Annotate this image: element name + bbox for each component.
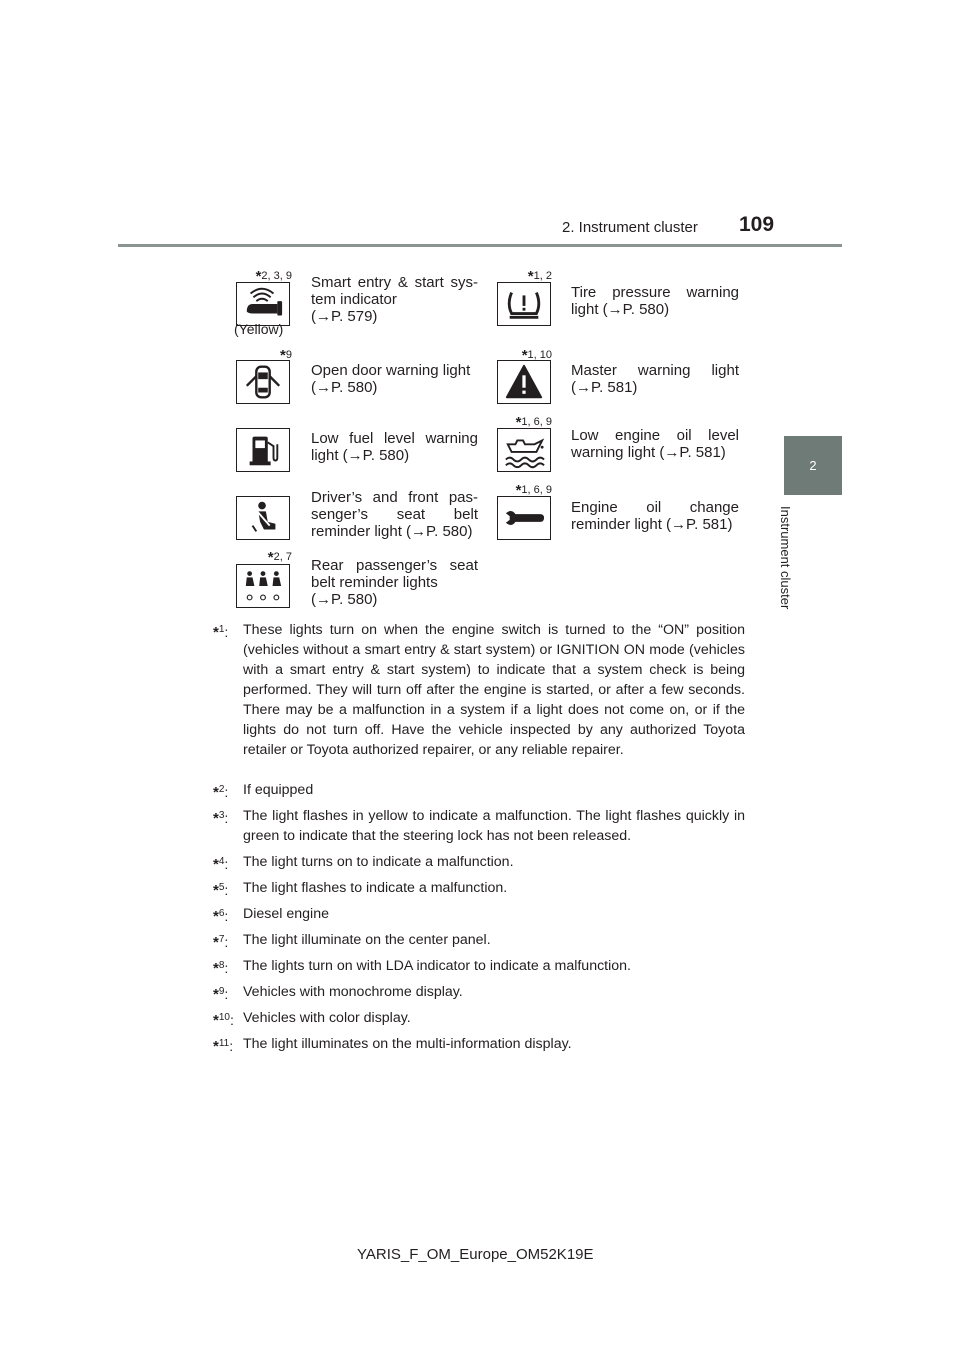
note-numbers: 1, 6, 9 [521,484,552,496]
footnote-number: 7 [218,934,225,945]
footnote-number: 10 [218,1012,230,1023]
footnote-number: 11 [218,1038,230,1049]
footnote-text: Vehicles with color display. [243,1010,411,1026]
light-description [311,557,478,608]
footnote-number: 8 [218,960,225,971]
note-numbers: 1, 10 [527,349,552,361]
chapter-side-label [766,506,793,651]
desc-line: tem indicator [311,291,397,308]
smart-entry-key-icon [236,282,290,326]
footnote: *$^1$: These lights turn on when the engine switch is turned to the “ON” position (vehicles without a smart entry & start system) or IGNITION ON mode (vehicles with a smart entry & start system) to indicate that a system check is being performed. They will turn off after the engine is started, or after a few seconds. There may be a malfunction in a system if a light does not come on, or if the lights do not turn off. Have the vehicle inspected by any authorized Toyota retailer or Toyota authorized repairer, or any reliable repairer. [213,622,745,758]
footnote-text: The light illuminates on the multi-information display. [243,1036,572,1052]
desc-line: Smart entry & start sys- [311,274,478,291]
rear-seat-belt-icon [236,564,290,608]
light-description [311,430,478,464]
desc-line: light (→P. 580) [311,447,410,464]
light-description [571,427,739,461]
light-description [311,362,478,396]
desc-line: reminder light (→P. 580) [311,523,473,540]
desc-line: (→P. 580) [311,591,378,608]
desc-line: Engine oil change [571,499,739,516]
light-note: *2, 7 [267,549,292,566]
desc-line: Tire pressure warning [571,284,739,301]
manual-id: YARIS_F_OM_Europe_OM52K19E [357,1246,594,1263]
section-title: 2. Instrument cluster [562,219,698,236]
seat-belt-icon [236,496,290,540]
light-description [571,362,739,396]
chapter-tab: 2 [784,436,842,495]
footnote: *$^{11}$: The light illuminates on the multi-information display. [213,1034,745,1054]
footnote-number: 4 [218,856,225,867]
light-note: *2, 3, 9 [255,268,292,285]
footnote-number: 5 [218,882,225,893]
footnote-text: These lights turn on when the engine switch is turned to the “ON” position (vehicles without a smart entry & start system) or IGNITION ON mode (vehicles with a smart entry & start system) to indicate that a system check is being performed. They will turn off after the engine is started, or after a few seconds. There may be a malfunction in a system if a light does not come on, or if the lights do not turn off. Have the vehicle inspected by any authorized Toyota retailer or Toyota authorized repairer, or any reliable repairer. [243,622,745,758]
footnote-number: 2 [218,784,225,795]
footnote: *$^6$: Diesel engine [213,904,745,924]
desc-line: Low engine oil level [571,427,739,444]
desc-line: reminder light (→P. 581) [571,516,733,533]
desc-line: (→P. 581) [571,379,638,396]
desc-line: (→P. 579) [311,308,378,325]
desc-line: belt reminder lights [311,574,438,591]
master-warning-icon [497,360,551,404]
footnote-number: 1 [218,624,225,635]
light-note: *9 [280,347,292,364]
desc-line: Driver’s and front pas- [311,489,478,506]
footnote: *$^8$: The lights turn on with LDA indicator to indicate a malfunction. [213,956,745,976]
desc-line: Master warning light [571,362,739,379]
desc-line: (→P. 580) [311,379,378,396]
footnote: *$^2$: If equipped [213,780,745,800]
header-divider [118,244,842,247]
footnote-text: The light flashes in yellow to indicate a malfunction. The light flashes quickly in green to indicate that the steering lock has not been released. [243,808,745,844]
footnote-text: If equipped [243,782,314,798]
footnote-text: Diesel engine [243,906,329,922]
oil-level-icon [497,428,551,472]
footnote: *$^5$: The light flashes to indicate a malfunction. [213,878,745,898]
fuel-pump-icon [236,428,290,472]
open-door-icon [236,360,290,404]
light-description [311,489,478,540]
note-numbers: 2, 3, 9 [261,270,292,282]
desc-line: Low fuel level warning [311,430,478,447]
desc-line: senger’s seat belt [311,506,478,523]
footnote-text: The lights turn on with LDA indicator to indicate a malfunction. [243,958,632,974]
footnote-number: 3 [218,810,225,821]
note-numbers: 1, 2 [533,270,552,282]
footnote: *$^{10}$: Vehicles with color display. [213,1008,745,1028]
footnote: *$^4$: The light turns on to indicate a malfunction. [213,852,745,872]
desc-line: Open door warning light [311,362,471,379]
note-numbers: 1, 6, 9 [521,416,552,428]
footnote-number: 6 [218,908,225,919]
desc-line: Rear passenger’s seat [311,557,478,574]
light-description [571,499,739,533]
note-numbers: 2, 7 [273,551,292,563]
light-note: *1, 2 [527,268,552,285]
light-note: *1, 10 [521,347,552,364]
footnote-text: Vehicles with monochrome display. [243,984,463,1000]
footnote-text: The light illuminate on the center panel. [243,932,491,948]
light-note: *1, 6, 9 [515,482,552,499]
light-color-caption: (Yellow) [234,321,284,337]
light-note: *1, 6, 9 [515,414,552,431]
footnote-number: 9 [218,986,225,997]
footnote-text: The light turns on to indicate a malfunction. [243,854,514,870]
footnote: *$^7$: The light illuminate on the center panel. [213,930,745,950]
footnote: *$^3$: The light flashes in yellow to indicate a malfunction. The light flashes quickly in green to indicate that the steering lock has not been released. [213,808,745,844]
note-numbers: 9 [285,349,292,361]
chapter-side-label-text: Instrument cluster [778,506,793,610]
tire-pressure-icon [497,282,551,326]
footnote: *$^9$: Vehicles with monochrome display. [213,982,745,1002]
wrench-icon [497,496,551,540]
footnote-text: The light flashes to indicate a malfunction. [243,880,508,896]
desc-line: warning light (→P. 581) [571,444,726,461]
light-description [571,284,739,318]
light-description [311,274,478,325]
desc-line: light (→P. 580) [571,301,670,318]
page-number: 109 [739,213,775,236]
